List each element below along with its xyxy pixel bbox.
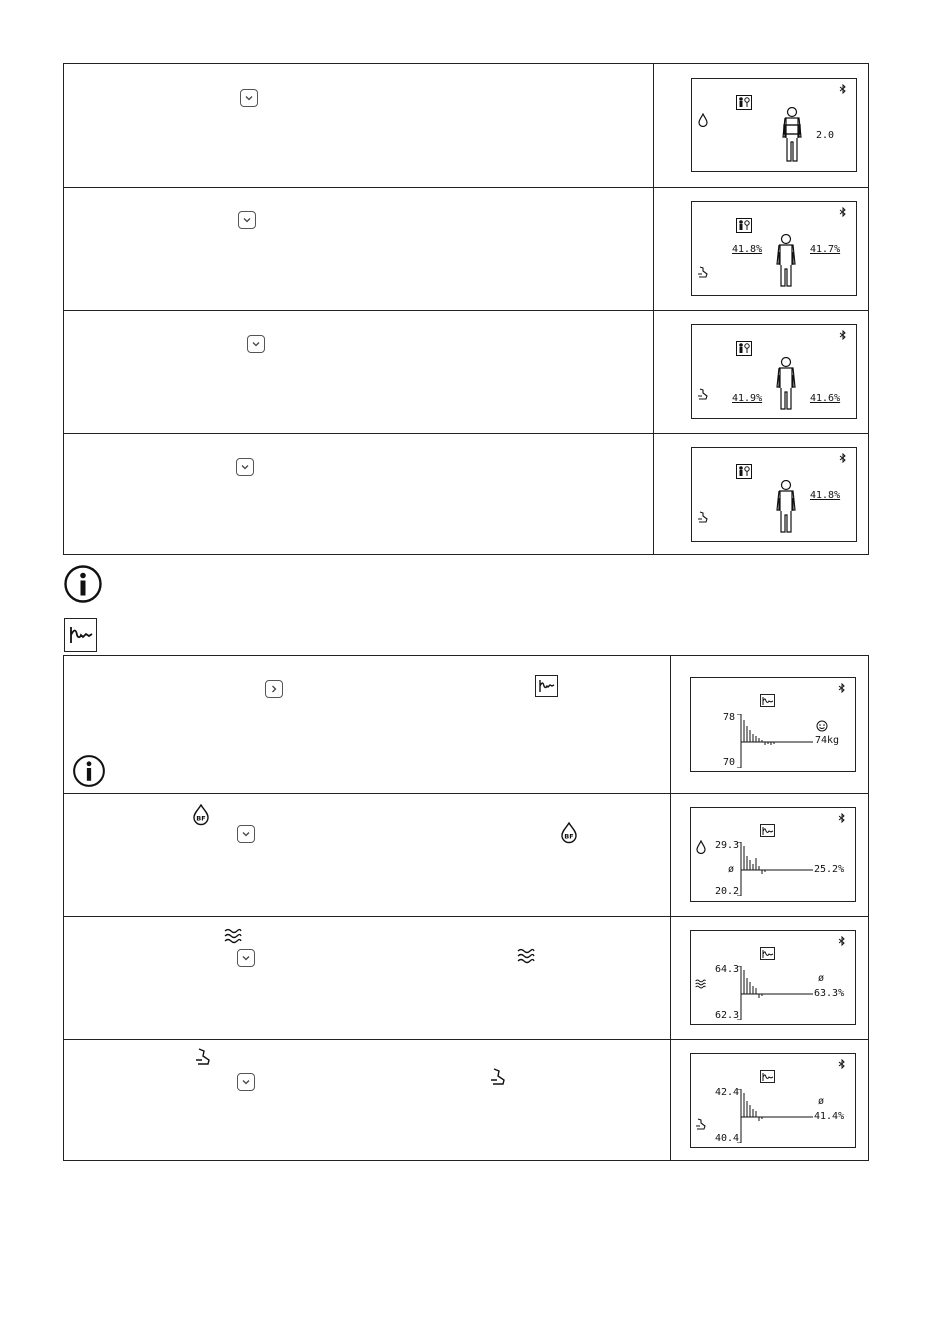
trend-icon — [68, 625, 94, 645]
down-button-icon — [237, 825, 255, 843]
muscle-arm-icon — [697, 266, 709, 278]
body-scan-icon — [736, 341, 752, 356]
trend-lcd-icon — [760, 694, 775, 707]
display-value-right: 25.2% — [814, 864, 845, 875]
table-row — [64, 310, 868, 433]
bluetooth-icon — [838, 683, 846, 693]
water-waves-icon — [517, 948, 535, 964]
chart-max: 78 — [723, 712, 736, 723]
scale-display — [691, 201, 857, 296]
display-value-left: 41.9% — [732, 393, 763, 404]
instruction-table-1 — [63, 63, 869, 555]
trend-icon — [762, 696, 774, 706]
body-scan-icon — [736, 464, 752, 479]
down-button-icon — [240, 89, 258, 107]
bf-label: BF — [196, 814, 206, 823]
right-button-icon — [265, 680, 283, 698]
trend-lcd-icon — [760, 1070, 775, 1083]
trend-icon — [762, 1072, 774, 1082]
trend-section-icon — [64, 618, 97, 652]
bluetooth-icon — [839, 84, 847, 94]
trend-lcd-icon — [760, 824, 775, 837]
scale-display — [690, 1053, 856, 1148]
muscle-arm-icon — [695, 1118, 707, 1130]
info-icon — [72, 754, 106, 788]
water-waves-icon — [695, 979, 706, 989]
muscle-arm-icon — [195, 1048, 211, 1066]
display-value-right: 41.4% — [814, 1111, 845, 1122]
bluetooth-icon — [838, 936, 846, 946]
scale-display — [691, 324, 857, 419]
bluetooth-icon — [838, 1059, 846, 1069]
average-symbol: ø — [728, 864, 735, 875]
chart-min: 40.4 — [715, 1133, 740, 1144]
display-value-right: 41.6% — [810, 393, 841, 404]
water-waves-icon — [224, 928, 242, 944]
scale-display — [690, 677, 856, 772]
muscle-arm-icon — [697, 511, 709, 523]
bluetooth-icon — [838, 813, 846, 823]
table-row — [64, 793, 868, 916]
body-fat-drop-icon — [191, 804, 211, 826]
display-value-right: 41.8% — [810, 490, 841, 501]
body-figure-icon — [773, 480, 799, 534]
chart-min: 20.2 — [715, 886, 740, 897]
chart-max: 42.4 — [715, 1087, 740, 1098]
display-value-right: 2.0 — [816, 130, 835, 141]
info-icon — [63, 564, 103, 604]
muscle-arm-icon — [697, 388, 709, 400]
trend-icon — [538, 679, 555, 693]
display-value-right: 63.3% — [814, 988, 845, 999]
down-button-icon — [247, 335, 265, 353]
table-row — [64, 916, 868, 1039]
smiley-icon — [816, 720, 828, 732]
trend-lcd-icon — [760, 947, 775, 960]
table-row — [64, 656, 868, 793]
scale-display — [690, 807, 856, 902]
chart-min: 70 — [723, 757, 736, 768]
table-row — [64, 187, 868, 310]
trend-chart — [737, 842, 813, 896]
body-figure-icon — [773, 357, 799, 411]
down-button-icon — [236, 458, 254, 476]
trend-chart — [737, 966, 813, 1020]
water-drop-icon — [696, 840, 706, 854]
chart-max: 64.3 — [715, 964, 740, 975]
body-figure-icon — [779, 107, 805, 163]
body-figure-icon — [773, 234, 799, 288]
table-row — [64, 433, 868, 556]
chart-max: 29.3 — [715, 840, 740, 851]
average-symbol: ø — [818, 1096, 825, 1107]
bluetooth-icon — [839, 330, 847, 340]
trend-chart — [737, 1089, 813, 1143]
muscle-arm-icon — [490, 1068, 506, 1086]
scale-display — [691, 447, 857, 542]
average-symbol: ø — [818, 973, 825, 984]
display-value-left: 41.8% — [732, 244, 763, 255]
scale-display — [691, 78, 857, 172]
table-row — [64, 64, 868, 187]
down-button-icon — [237, 1073, 255, 1091]
bluetooth-icon — [839, 453, 847, 463]
scale-display — [690, 930, 856, 1025]
chart-min: 62.3 — [715, 1010, 740, 1021]
trend-chart — [737, 714, 813, 768]
display-value-right: 41.7% — [810, 244, 841, 255]
bluetooth-icon — [839, 207, 847, 217]
down-button-icon — [238, 211, 256, 229]
trend-icon — [762, 949, 774, 959]
body-scan-icon — [736, 95, 752, 110]
body-scan-icon — [736, 218, 752, 233]
body-fat-drop-icon — [559, 822, 579, 844]
table-row — [64, 1039, 868, 1162]
bf-label: BF — [564, 832, 574, 841]
trend-inline-icon — [535, 675, 558, 697]
instruction-table-2 — [63, 655, 869, 1161]
display-value-right: 74kg — [815, 735, 840, 746]
trend-icon — [762, 826, 774, 836]
water-drop-icon — [698, 113, 708, 127]
down-button-icon — [237, 949, 255, 967]
